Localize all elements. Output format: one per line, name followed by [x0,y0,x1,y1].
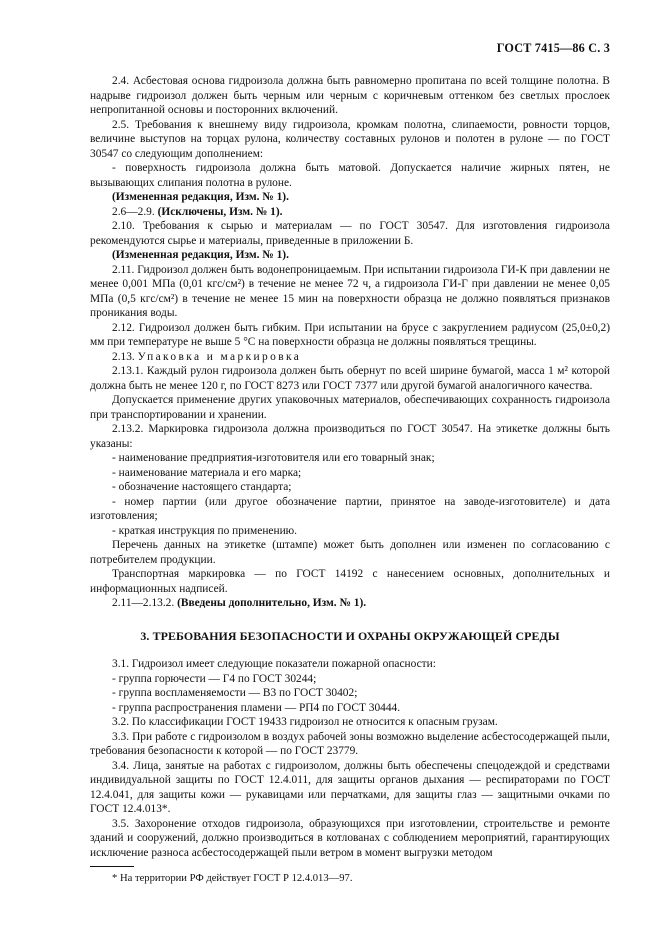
amendment-note: (Измененная редакция, Изм. № 1). [112,249,289,261]
paragraph-2-5: 2.5. Требования к внешнему виду гидроизола, кромкам полотна, слипаемости, ровности торцов, величине выступов на торцах рулона, количеству составных рулонов и полотен в рулоне — по ГОСТ 30547 со следующим дополнением: [90,118,610,160]
paragraph-transport-marking: Транспортная маркировка — по ГОСТ 14192 с нанесением основных, дополнительных и информационных надписей. [90,568,610,595]
paragraph-3-5: 3.5. Захоронение отходов гидроизола, образующихся при изготовлении, строительстве и ремонте зданий и сооружений, должно производиться в котлованах с соблюдением мероприятий, гарантирующих исключение разноса асбестосодержащей пыли ветром в момент выгрузки методом [90,817,610,859]
page-header: ГОСТ 7415—86 С. 3 [496,41,610,55]
footnote: * На территории РФ действует ГОСТ Р 12.4.013—97. [112,873,353,884]
list-item: - группа горючести — Г4 по ГОСТ 30244; [112,672,317,685]
list-item: - краткая инструкция по применению. [112,524,298,537]
excluded-note: (Исключены, Изм. № 1). [157,205,283,218]
document-body [90,74,610,887]
list-item: - номер партии (или другое обозначение партии, принятое на заводе-изготовителе) и дата изготовления; [90,495,610,522]
paragraph-number: 2.11—2.13.2. [112,597,175,609]
paragraph-2-13-2: 2.13.2. Маркировка гидроизола должна производиться по ГОСТ 30547. На этикетке должны быть указаны: [90,423,610,450]
paragraph-2-11-2-13-2 [90,596,610,611]
list-item: - обозначение настоящего стандарта; [112,481,292,493]
paragraph-packaging-alt: Допускается применение других упаковочных материалов, обеспечивающих сохранность гидроизола при транспортировании и хранении. [90,394,610,421]
amendment-note: (Измененная редакция, Изм. № 1). [112,191,289,203]
paragraph-3-1: 3.1. Гидроизол имеет следующие показатели пожарной опасности: [112,658,436,670]
footnote-divider [90,866,134,867]
paragraph-2-11: 2.11. Гидроизол должен быть водонепроницаемым. При испытании гидроизола ГИ-К при давлении не менее 0,001 МПа (0,01 кгс/см²) в течение не менее 72 ч, а гидроизола ГИ-Г при давлении не менее 0,05 МПа (0,5 кгс/см²) в течение не менее 15 мин на поверхности образца не должно появляться признаков проникания воды. [90,263,610,319]
list-item: - группа воспламеняемости — В3 по ГОСТ 30402; [112,687,358,699]
added-note: (Введены дополнительно, Изм. № 1). [177,597,367,609]
list-item: - наименование материала и его марка; [112,466,302,479]
paragraph-3-4: 3.4. Лица, занятые на работах с гидроизолом, должны быть обеспечены спецодеждой и средствами индивидуальной защиты по ГОСТ 12.4.011, для защиты органов дыхания — респираторами по ГОСТ 12.4.041, для защиты кожи — рукавицами или перчатками, для защиты глаз — защитными очками по ГОСТ 12.4.013*. [90,759,610,815]
section-3-title: 3. ТРЕБОВАНИЯ БЕЗОПАСНОСТИ И ОХРАНЫ ОКРУЖАЮЩЕЙ СРЕДЫ [140,628,560,643]
list-item: - наименование предприятия-изготовителя или его товарный знак; [112,452,435,464]
paragraph-number: 2.13. [112,350,135,363]
paragraph-2-6-2-9: 2.6—2.9. (Исключены, Изм. № 1). [112,205,283,218]
paragraph-2-5-addition: - поверхность гидроизола должна быть матовой. Допускается наличие жирных пятен, не вызывающих слипания полотна в рулоне. [90,162,610,189]
paragraph-label-changes: Перечень данных на этикетке (штампе) может быть дополнен или изменен по согласованию с потребителем продукции. [90,539,610,566]
paragraph-2-4: 2.4. Асбестовая основа гидроизола должна быть равномерно пропитана по всей толщине полотна. В надрыве гидроизол должен быть черным или черным с коричневым оттенком без светлых прослоек непропитанной основы и посторонних включений. [90,75,610,116]
paragraph-2-10: 2.10. Требования к сырью и материалам — по ГОСТ 30547. Для изготовления гидроизола рекомендуются сырье и материалы, приведенные в приложении Б. [90,220,610,247]
paragraph-3-3: 3.3. При работе с гидроизолом в воздух рабочей зоны возможно выделение асбестосодержащей пыли, требования безопасности к которой — по ГОСТ 23779. [90,730,610,757]
paragraph-2-13-1: 2.13.1. Каждый рулон гидроизола должен быть обернут по всей ширине бумагой, масса 1 м² которой должна быть не менее 120 г, по ГОСТ 8273 или ГОСТ 7377 или другой бумагой аналогичного качества. [90,365,610,392]
subsection-title: Упаковка и маркировка [137,350,302,363]
paragraph-2-12: 2.12. Гидроизол должен быть гибким. При испытании на брусе с закруглением радиусом (25,0±0,2) мм при температуре не выше 5 °С на поверхности образца не должны появляться трещины. [90,321,610,348]
paragraph-2-13-heading [90,350,610,365]
list-item: - группа распространения пламени — РП4 по ГОСТ 30444. [112,701,401,714]
paragraph-3-2: 3.2. По классификации ГОСТ 19433 гидроизол не относится к опасным грузам. [112,716,498,728]
